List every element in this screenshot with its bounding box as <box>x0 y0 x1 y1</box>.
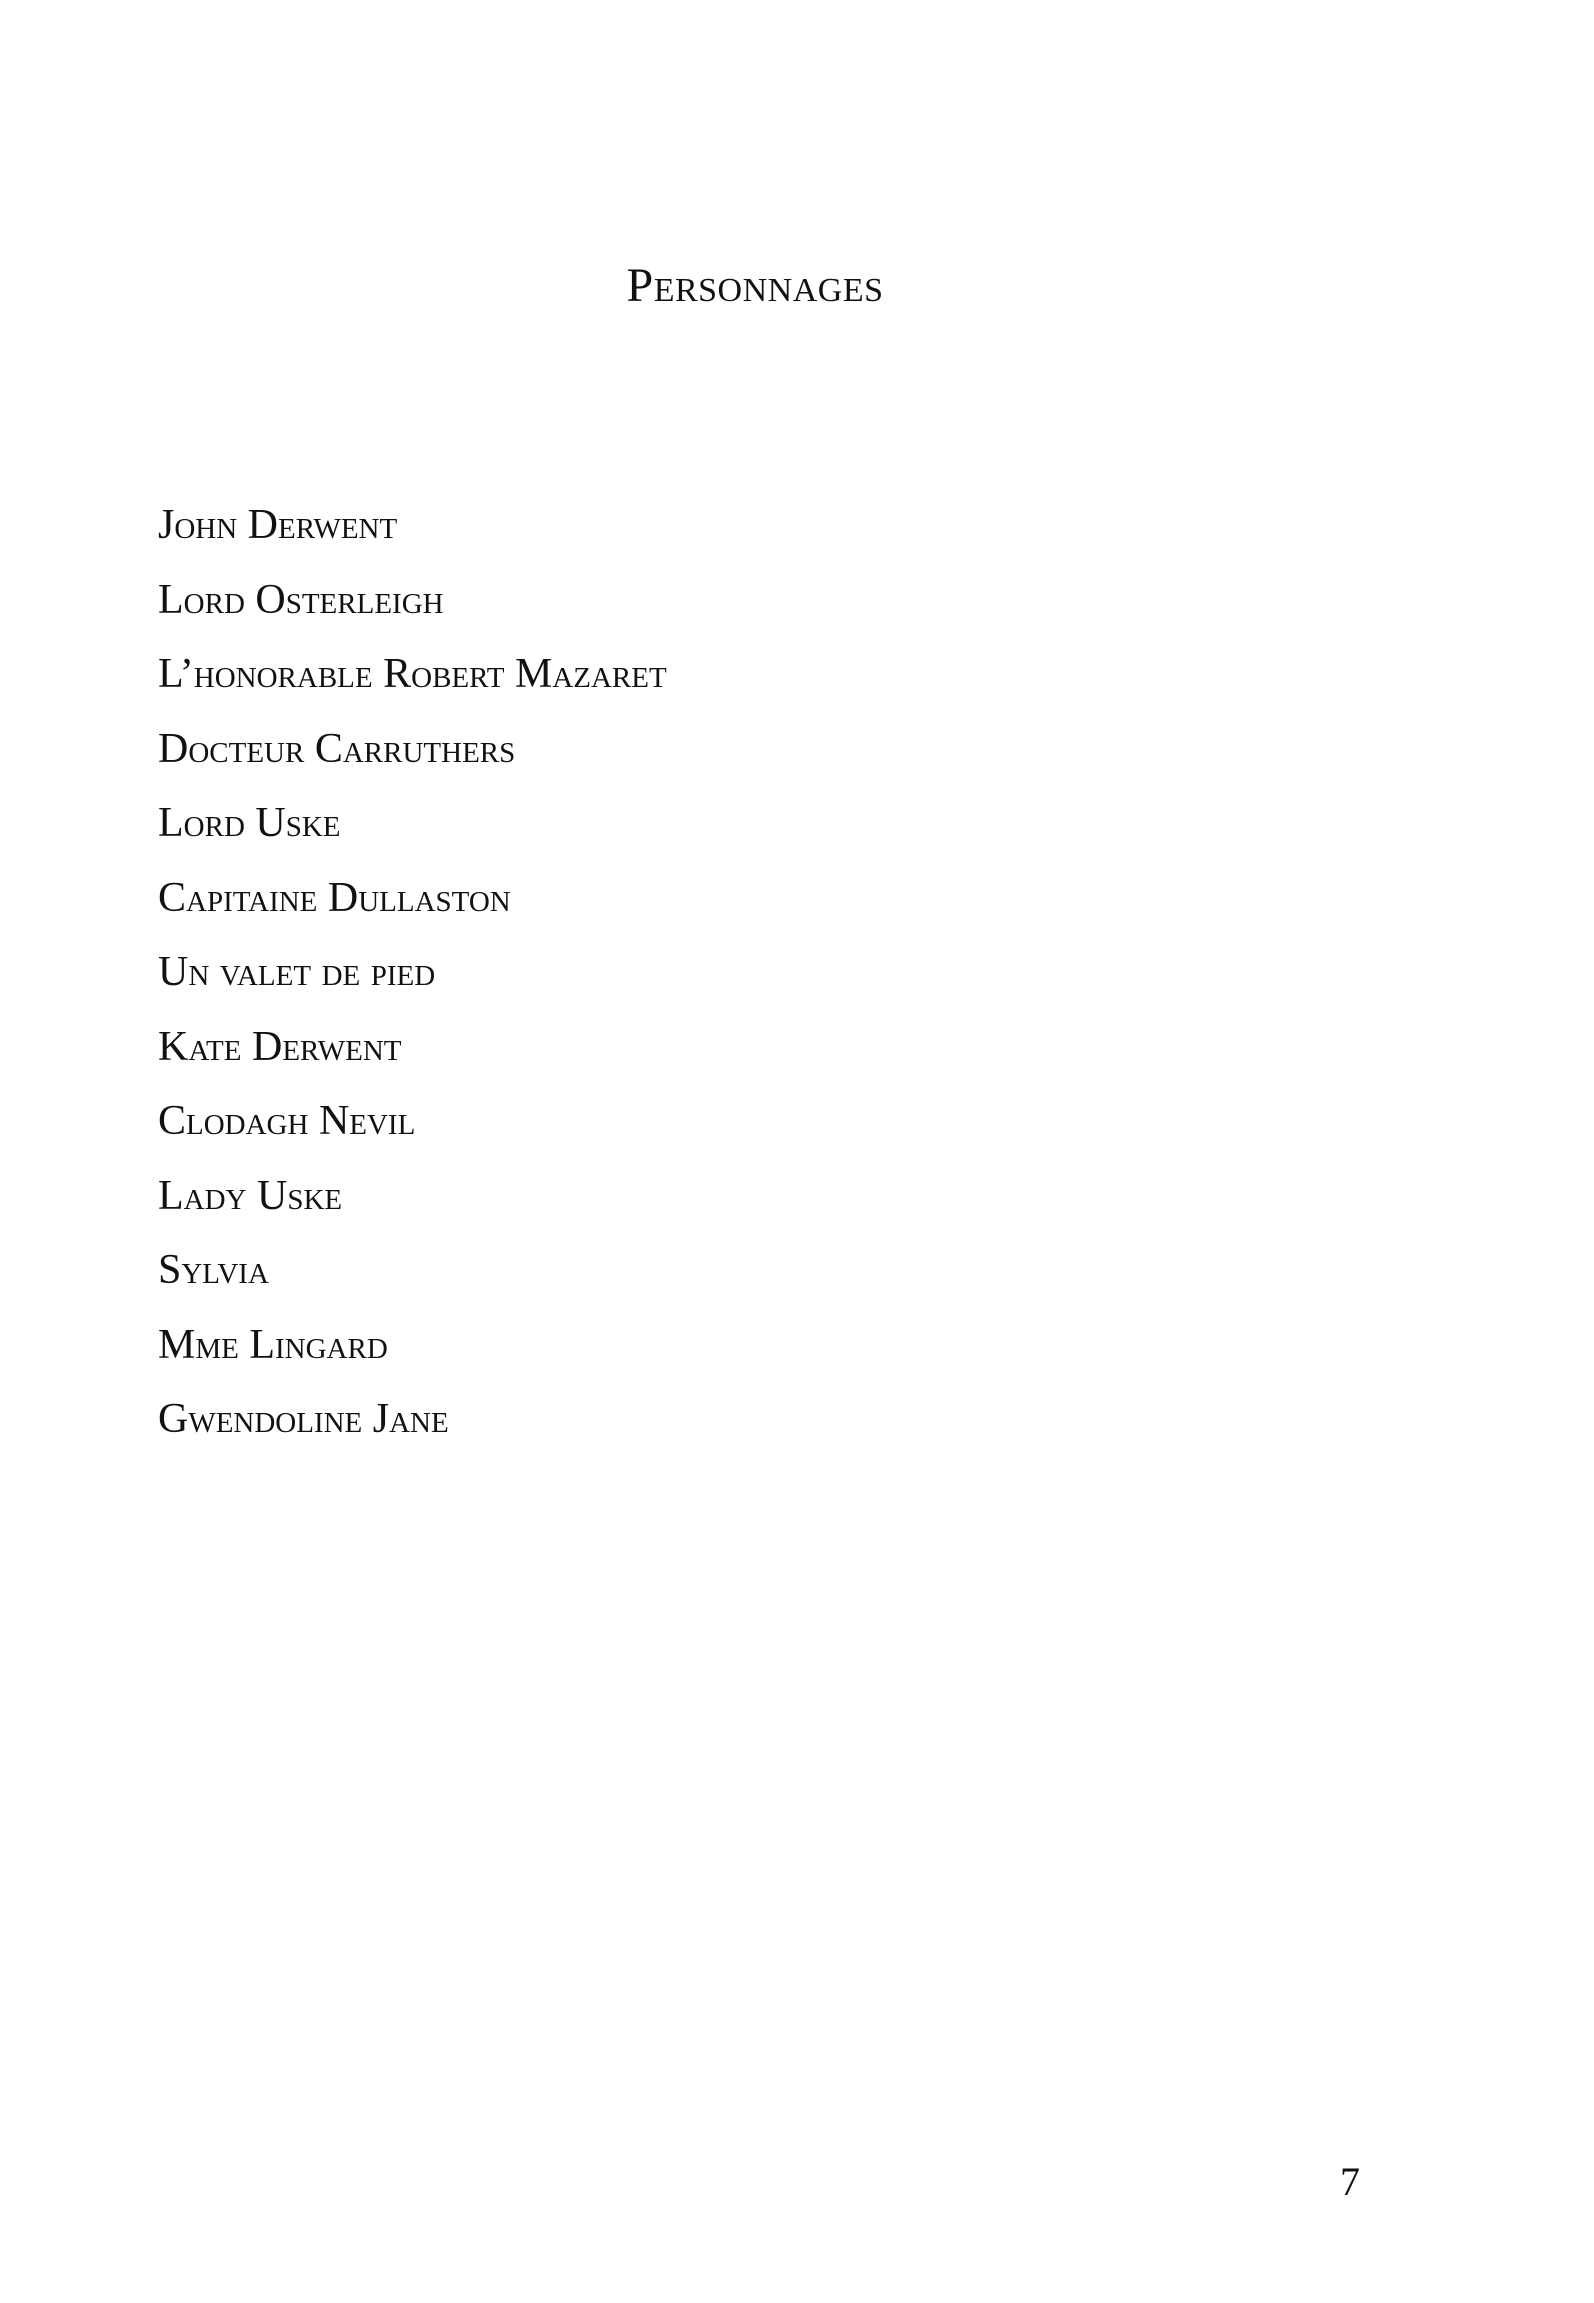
cast-item: Lord Uske <box>158 800 341 846</box>
cast-item: Lady Uske <box>158 1172 343 1219</box>
cast-item: Docteur Carruthers <box>158 725 516 772</box>
cast-item: Gwendoline Jane <box>158 1396 449 1442</box>
cast-item: Kate Derwent <box>158 1023 402 1070</box>
cast-item: John Derwent <box>158 502 398 548</box>
cast-item: Capitaine Dullaston <box>158 874 511 921</box>
cast-list <box>158 488 667 1457</box>
cast-item: Clodagh Nevil <box>158 1098 416 1144</box>
cast-item: L’honorable Robert Mazaret <box>158 651 667 697</box>
cast-item: Mme Lingard <box>158 1321 388 1368</box>
cast-item: Un valet de pied <box>158 949 436 995</box>
cast-item: Sylvia <box>158 1247 269 1293</box>
page-title: Personnages <box>626 259 884 312</box>
cast-item: Lord Osterleigh <box>158 576 444 623</box>
page-number: 7 <box>1340 2159 1360 2204</box>
